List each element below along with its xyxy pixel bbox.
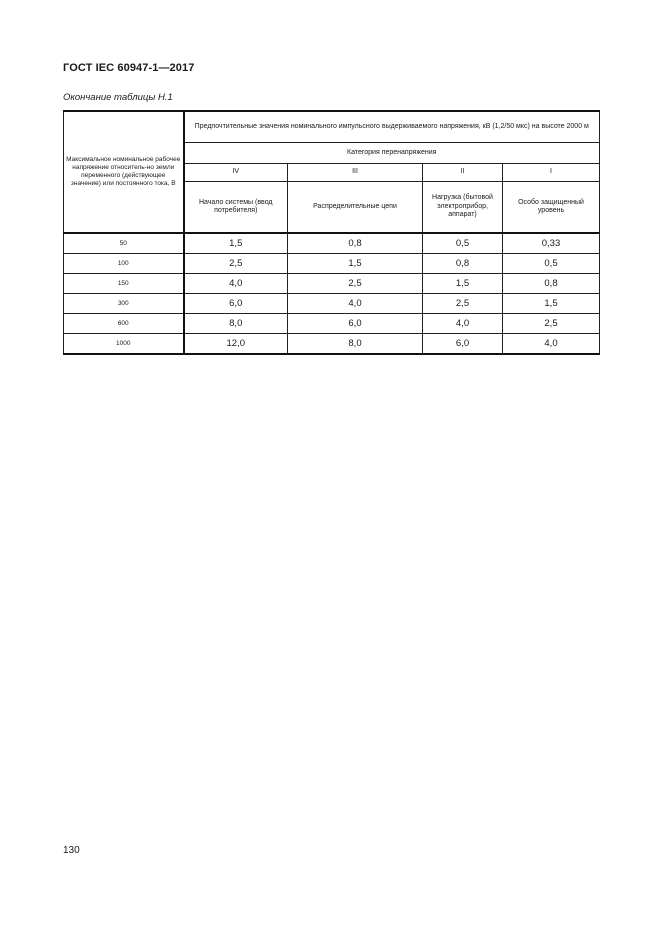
value-cell: 1,5	[288, 254, 423, 274]
value-cell: 0,8	[288, 233, 423, 254]
table-row	[64, 274, 600, 294]
category-i-desc: Особо защищенный уровень	[503, 182, 600, 234]
table-row	[64, 294, 600, 314]
page-number: 130	[63, 845, 80, 856]
table-row	[64, 314, 600, 334]
table-caption: Окончание таблицы Н.1	[63, 92, 173, 103]
value-cell: 2,5	[288, 274, 423, 294]
value-cell: 2,5	[423, 294, 503, 314]
top-header-cell	[184, 111, 600, 143]
value-cell: 4,0	[288, 294, 423, 314]
value-cell: 0,5	[503, 254, 600, 274]
value-cell: 0,5	[423, 233, 503, 254]
top-header-text: Предпочтительные значения номинального импульсного выдерживаемого напряжения, кВ (1,2/50 мкс) на высоте 2000 м	[194, 122, 589, 130]
value-cell: 4,0	[184, 274, 288, 294]
value-cell: 8,0	[288, 334, 423, 355]
voltage-cell: 50	[64, 233, 184, 254]
category-ii: II	[423, 164, 503, 182]
value-cell: 12,0	[184, 334, 288, 355]
table-row	[64, 334, 600, 355]
value-cell: 0,8	[423, 254, 503, 274]
value-cell: 6,0	[288, 314, 423, 334]
category-header-cell	[184, 143, 600, 164]
category-iii: III	[288, 164, 423, 182]
voltage-cell: 1000	[64, 334, 184, 355]
row-header-cell	[64, 111, 184, 233]
voltage-cell: 300	[64, 294, 184, 314]
category-iv-desc: Начало системы (ввод потребителя)	[184, 182, 288, 234]
category-header-text: Категория перенапряжения	[347, 148, 437, 156]
value-cell: 1,5	[503, 294, 600, 314]
value-cell: 4,0	[423, 314, 503, 334]
value-cell: 4,0	[503, 334, 600, 355]
voltage-cell: 150	[64, 274, 184, 294]
value-cell: 1,5	[423, 274, 503, 294]
value-cell: 2,5	[503, 314, 600, 334]
category-ii-desc: Нагрузка (бытовой электроприбор, аппарат)	[423, 182, 503, 234]
value-cell: 8,0	[184, 314, 288, 334]
value-cell: 0,33	[503, 233, 600, 254]
value-cell: 0,8	[503, 274, 600, 294]
value-cell: 6,0	[423, 334, 503, 355]
impulse-voltage-table	[63, 110, 600, 355]
category-i: I	[503, 164, 600, 182]
category-iv: IV	[184, 164, 288, 182]
voltage-cell: 600	[64, 314, 184, 334]
table-row	[64, 233, 600, 254]
category-iii-desc: Распределительные цепи	[288, 182, 423, 234]
table-row	[64, 254, 600, 274]
value-cell: 6,0	[184, 294, 288, 314]
document-title: ГОСТ IEC 60947-1—2017	[63, 62, 195, 74]
value-cell: 1,5	[184, 233, 288, 254]
value-cell: 2,5	[184, 254, 288, 274]
row-header-text: Максимальное номинальное рабочее напряжение относитель-но земли переменного (действующее значение) или постоянного тока, В	[66, 156, 181, 187]
voltage-cell: 100	[64, 254, 184, 274]
